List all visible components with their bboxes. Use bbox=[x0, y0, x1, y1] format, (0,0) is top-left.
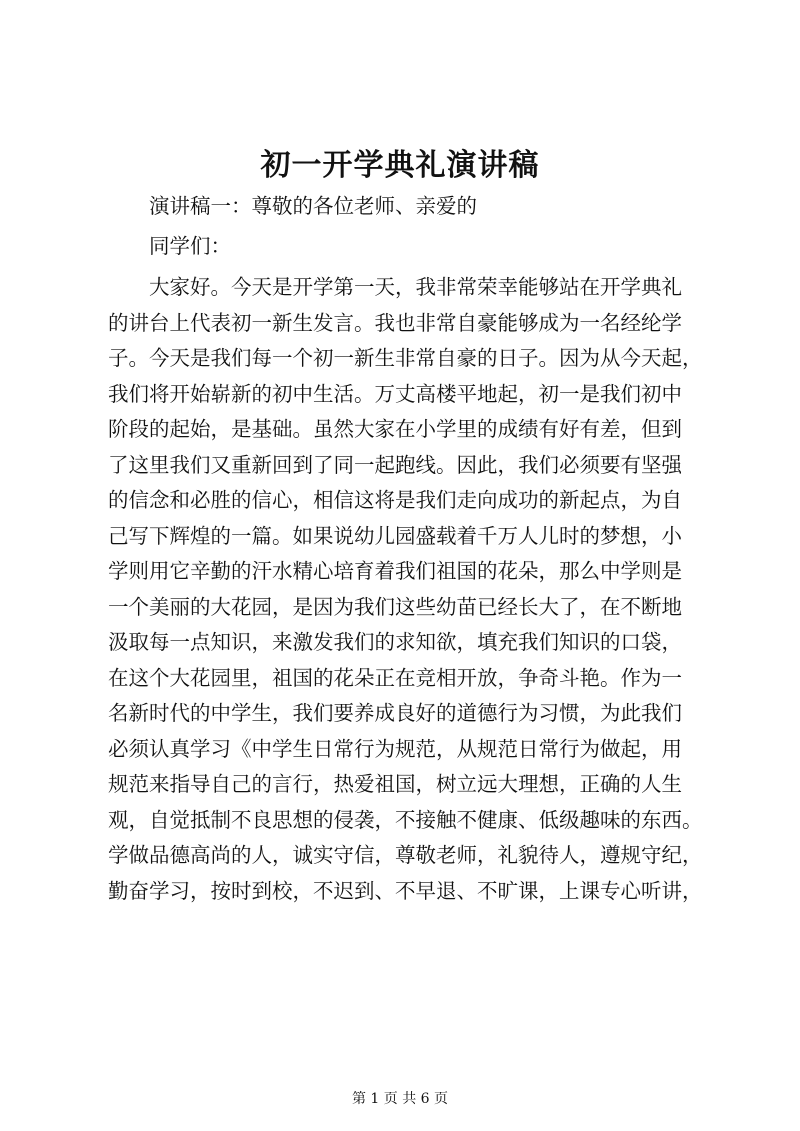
body-line: 一个美丽的大花园，是因为我们这些幼苗已经长大了，在不断地 bbox=[108, 594, 682, 619]
body-line: 了这里我们又重新回到了同一起跑线。因此，我们必须要有坚强 bbox=[108, 452, 682, 477]
body-paragraph bbox=[108, 270, 703, 909]
intro-paragraph-2 bbox=[108, 229, 700, 265]
body-line: 的讲台上代表初一新生发言。我也非常自豪能够成为一名经纶学 bbox=[108, 310, 682, 335]
body-line: 在这个大花园里，祖国的花朵正在竞相开放，争奇斗艳。作为一 bbox=[108, 665, 682, 690]
body-line: 大家好。今天是开学第一天，我非常荣幸能够站在开学典礼 bbox=[149, 275, 682, 299]
body-line: 的信念和必胜的信心，相信这将是我们走向成功的新起点，为自 bbox=[108, 488, 682, 512]
intro-line: 同学们： bbox=[149, 234, 231, 258]
body-line: 名新时代的中学生，我们要养成良好的道德行为习惯，为此我们 bbox=[108, 701, 682, 725]
body-line: 阶段的起始，是基础。虽然大家在小学里的成绩有好有差，但到 bbox=[108, 417, 682, 441]
body-line: 汲取每一点知识，来激发我们的求知欲，填充我们知识的口袋， bbox=[108, 630, 682, 654]
body-line: 学做品德高尚的人，诚实守信，尊敬老师，礼貌待人，遵规守纪， bbox=[108, 843, 703, 867]
body-line: 我们将开始崭新的初中生活。万丈高楼平地起，初一是我们初中 bbox=[108, 381, 682, 406]
intro-paragraph bbox=[108, 189, 700, 225]
body-line: 学则用它辛勤的汗水精心培育着我们祖国的花朵，那么中学则是 bbox=[108, 559, 682, 583]
page-footer: 第 1 页 共 6 页 bbox=[351, 1091, 449, 1107]
body-line: 勤奋学习，按时到校，不迟到、不早退、不旷课，上课专心听讲， bbox=[108, 878, 703, 903]
body-line: 子。今天是我们每一个初一新生非常自豪的日子。因为从今天起， bbox=[108, 346, 703, 370]
body-line: 观，自觉抵制不良思想的侵袭，不接触不健康、低级趣味的东西。 bbox=[108, 807, 703, 832]
body-line: 己写下辉煌的一篇。如果说幼儿园盛载着千万人儿时的梦想，小 bbox=[108, 523, 682, 548]
intro-line: 演讲稿一：尊敬的各位老师、亲爱的 bbox=[149, 194, 477, 218]
body-line: 规范来指导自己的言行，热爱祖国，树立远大理想，正确的人生 bbox=[108, 772, 682, 796]
body-line: 必须认真学习《中学生日常行为规范，从规范日常行为做起，用 bbox=[108, 736, 682, 761]
document-title: 初一开学典礼演讲稿 bbox=[260, 148, 540, 183]
